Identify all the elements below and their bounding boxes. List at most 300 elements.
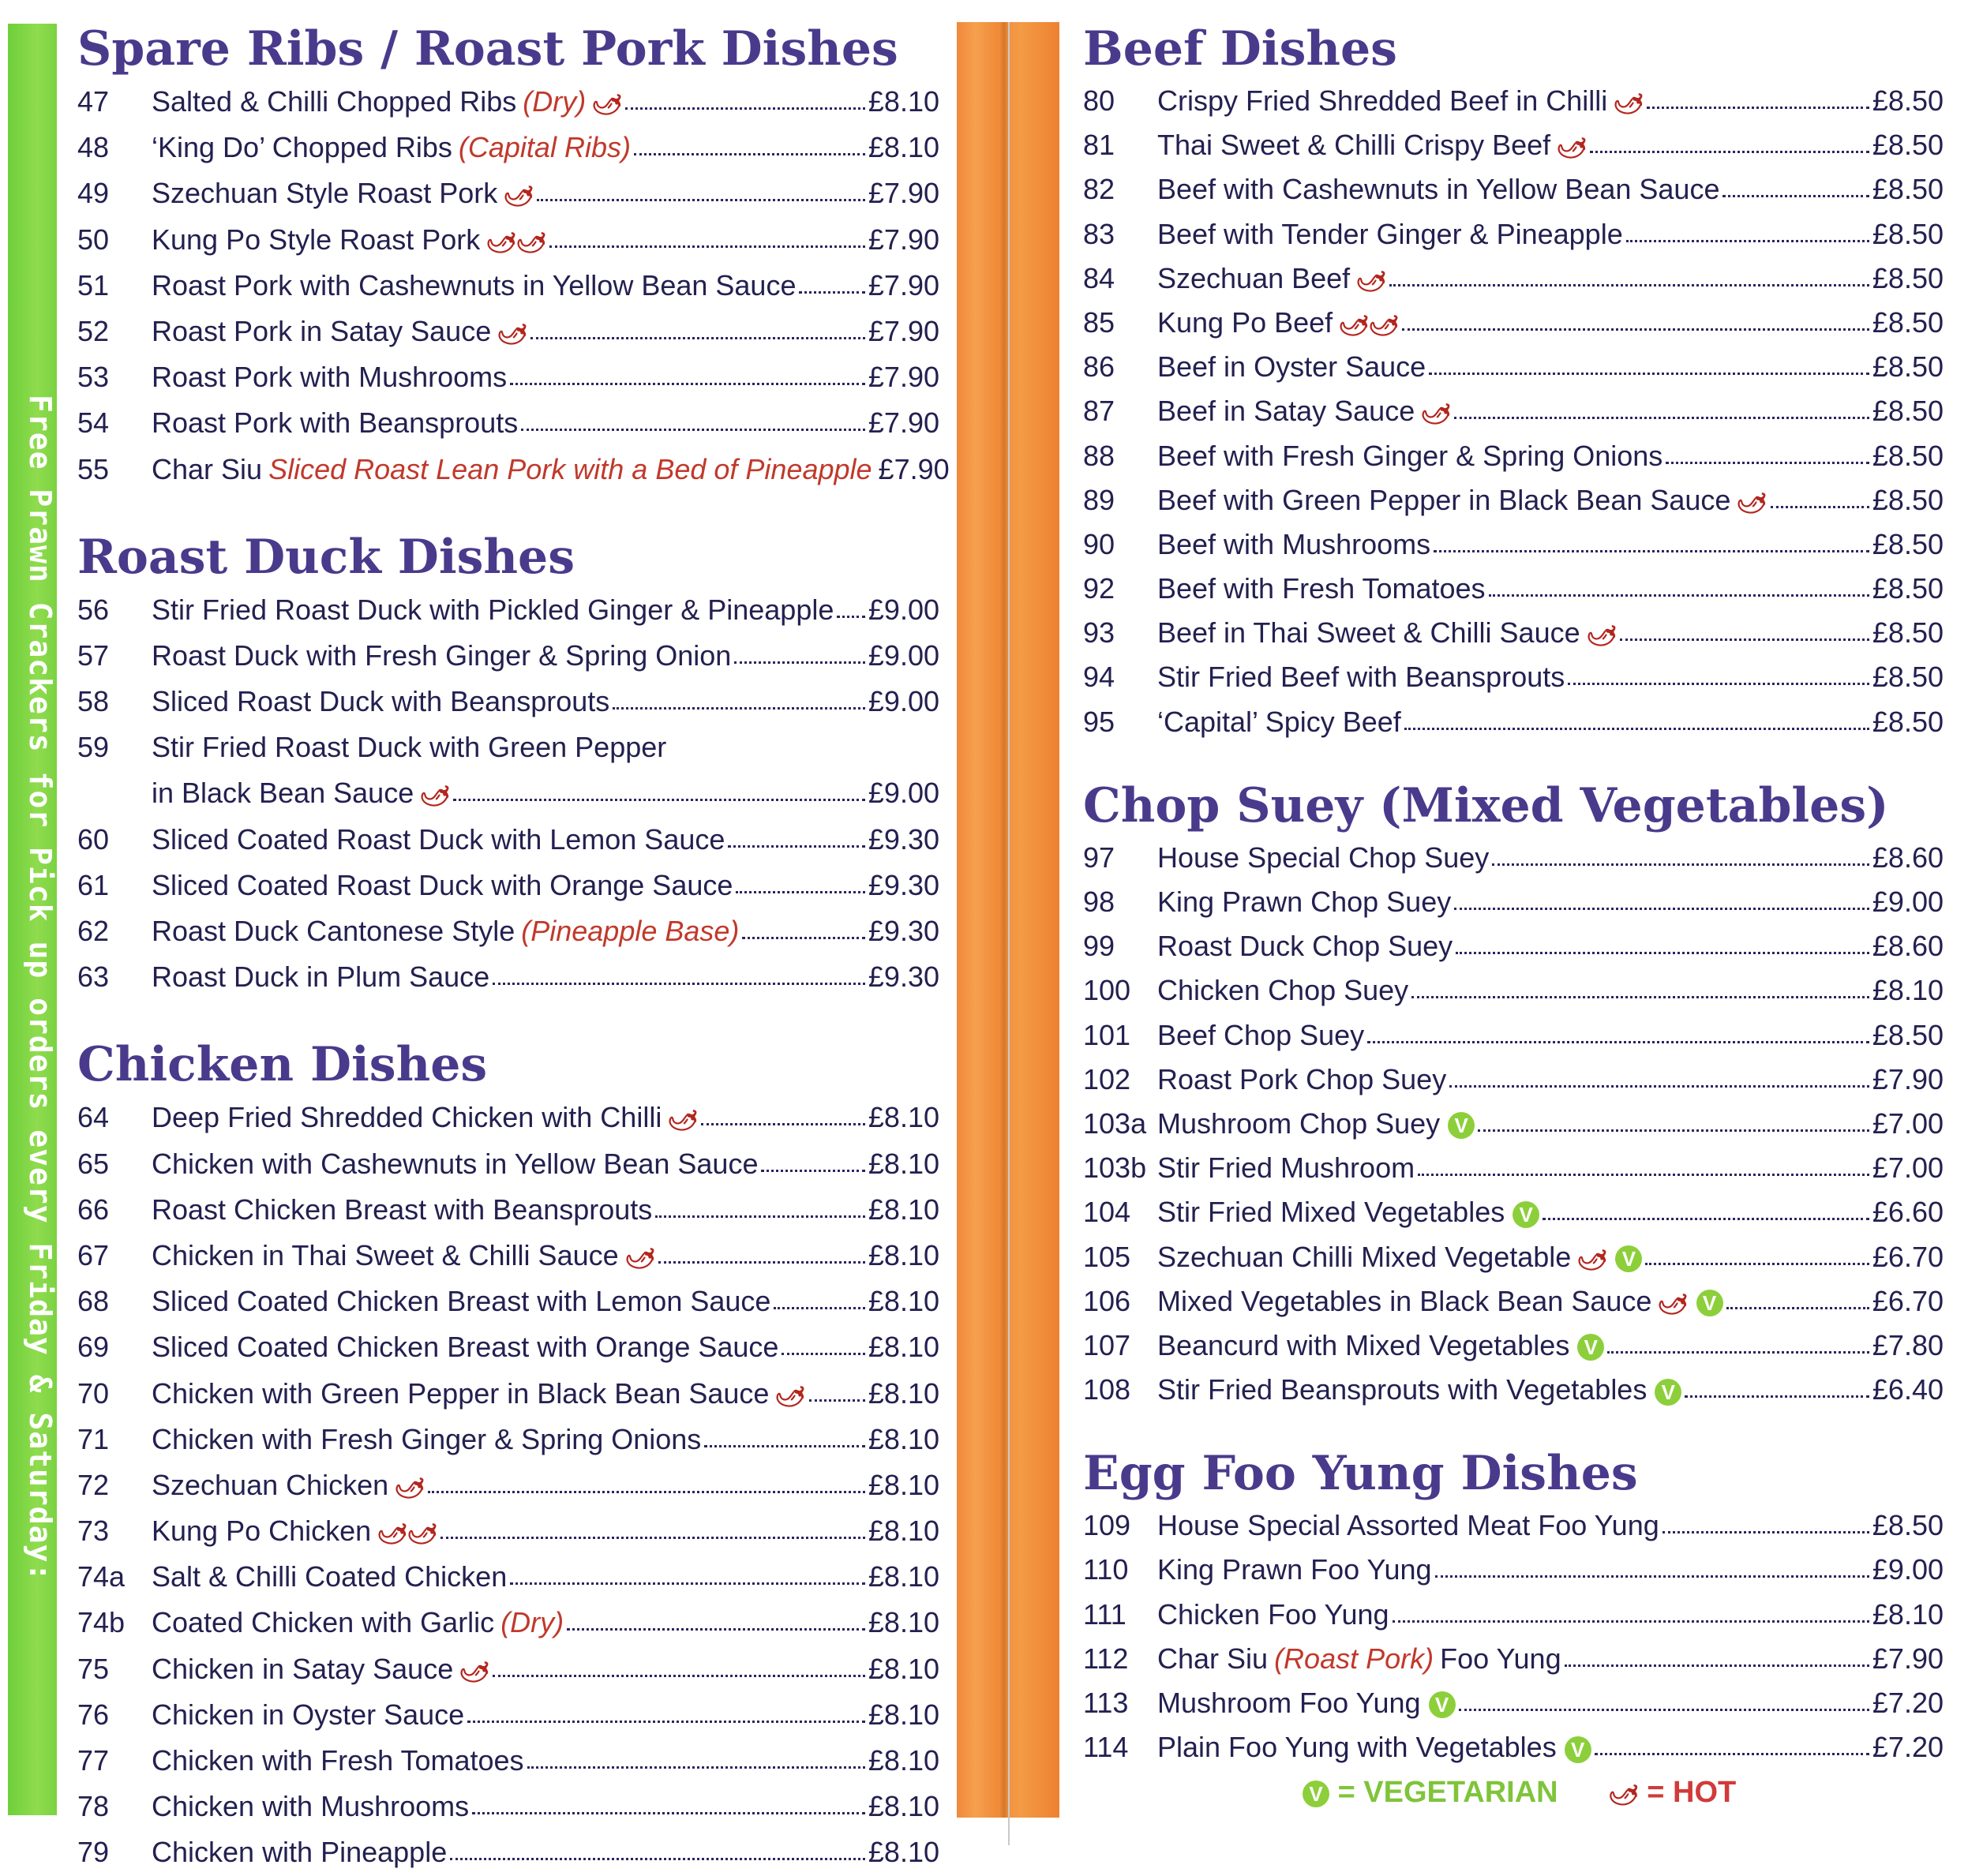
item-name-text: Sliced Coated Chicken Breast with Orange Sauce [152,1331,779,1364]
item-price: £9.30 [868,822,939,856]
menu-item[interactable] [1083,1681,1944,1725]
item-name-text: Sliced Coated Roast Duck with Lemon Sauce [152,822,725,856]
item-name [152,725,666,770]
menu-item[interactable] [77,1233,939,1279]
item-price: £8.60 [1872,841,1944,874]
menu-item[interactable] [77,1508,939,1554]
item-number: 93 [1083,616,1115,650]
dot-leader [1722,184,1869,197]
dot-leader [453,788,865,801]
item-number: 82 [1083,173,1115,206]
item-name [152,1462,429,1511]
vegetarian-v-icon: V [1696,1290,1723,1316]
item-price: £8.10 [1872,1597,1944,1631]
section-gap [1083,1412,1944,1444]
item-name-text: Roast Pork in Satay Sauce [152,314,492,347]
vegetarian-v-icon: V [1448,1112,1475,1139]
item-name-text: Chicken in Oyster Sauce [152,1698,465,1731]
chili-pepper-icon: 🌶 [1352,263,1390,298]
item-name [152,125,631,170]
dot-leader [809,1388,865,1402]
item-price: £8.10 [868,1238,939,1271]
menu-item[interactable] [1083,611,1944,655]
item-name [152,447,872,492]
item-name-text: Roast Duck Chop Suey [1157,930,1453,963]
chili-pepper-icon: 🌶 [621,1240,659,1275]
item-number: 85 [1083,305,1115,339]
item-number: 69 [77,1331,110,1364]
chili-pepper-icon: 🌶 [1365,307,1404,343]
dot-leader [472,1801,865,1814]
menu-item[interactable] [1083,123,1944,167]
dot-leader [799,280,864,294]
dot-leader [510,1571,865,1585]
menu-item[interactable] [77,725,939,770]
item-price: £8.10 [868,1652,939,1685]
dot-leader [837,605,865,618]
chili-pepper-icon: 🌶 [772,1378,810,1414]
menu-item[interactable] [77,354,939,400]
item-name [1157,212,1623,256]
item-name-text: Beef in Thai Sweet & Chilli Sauce [1157,616,1580,650]
item-price: £8.10 [868,1193,939,1226]
item-number: 76 [77,1698,110,1731]
item-number: 79 [77,1836,110,1869]
item-price: £8.10 [868,1744,939,1777]
item-number: 108 [1083,1373,1131,1406]
item-price: £6.70 [1872,1240,1944,1273]
item-name-text: ‘King Do’ Chopped Ribs [152,131,452,164]
item-name [1157,1503,1659,1548]
dot-leader [1404,717,1869,730]
item-price: £8.50 [1872,527,1944,560]
item-name [1157,655,1565,699]
menu-item[interactable] [77,1692,939,1738]
chili-pepper-icon: 🌶 [493,316,531,351]
item-name [152,170,538,219]
item-price: £8.50 [1872,217,1944,250]
item-price: £8.10 [1872,974,1944,1007]
item-price: £7.90 [868,361,939,394]
dot-leader [774,1296,864,1309]
item-name [1157,1013,1364,1058]
menu-item[interactable] [1083,434,1944,478]
item-name-text: Chicken Foo Yung [1157,1597,1389,1631]
dot-leader [701,1112,865,1125]
item-name-text: Char Siu [1157,1642,1269,1675]
item-price: £8.50 [1872,305,1944,339]
chili-pepper-icon: 🌶 [664,1102,703,1137]
item-number: 63 [77,960,110,994]
chili-pepper-icon: 🌶 [416,777,454,813]
menu-item[interactable] [1083,1548,1944,1592]
menu-column-left [77,19,950,1876]
dot-leader [1435,1564,1869,1578]
item-price: £8.50 [1872,1509,1944,1542]
menu-item[interactable] [1083,389,1944,433]
item-price: £8.10 [868,1560,939,1593]
item-name [1157,1279,1723,1326]
item-price: £8.10 [868,1698,939,1731]
item-price: £8.50 [1872,483,1944,516]
item-price: £8.10 [868,1285,939,1318]
menu-item[interactable] [77,1187,939,1233]
dot-leader [537,188,865,201]
item-price: £8.60 [1872,930,1944,963]
menu-item[interactable] [77,1371,939,1417]
dot-leader [728,834,865,848]
menu-item-continuation[interactable] [77,770,939,816]
menu-item[interactable] [1083,700,1944,744]
item-name-suffix: Foo Yung [1440,1642,1561,1675]
menu-item[interactable] [1083,1725,1944,1769]
item-name [152,309,531,357]
item-number: 100 [1083,974,1131,1007]
dot-leader [1685,1384,1869,1398]
chili-pepper-icon: 🌶 [403,1515,442,1551]
menu-item[interactable] [1083,655,1944,699]
item-price: £7.90 [868,177,939,210]
item-number: 84 [1083,261,1115,294]
menu-item[interactable] [77,1279,939,1324]
item-price: £8.50 [1872,705,1944,738]
dot-leader [530,326,865,339]
item-name [152,1784,469,1829]
item-name [1157,1146,1415,1190]
dot-leader [1367,1030,1869,1043]
section-gap [77,492,939,527]
item-name [1157,1725,1591,1769]
item-price: £8.10 [868,131,939,164]
chili-pepper-icon: 🌶 [373,1515,411,1551]
menu-item[interactable] [77,1784,939,1829]
item-price: £9.30 [868,915,939,947]
item-name-text: Chicken with Fresh Tomatoes [152,1744,524,1777]
item-name-text: Beef in Oyster Sauce [1157,350,1426,384]
chili-pepper-icon: 🌶 [588,86,626,122]
item-name-text: Beef with Tender Ginger & Pineapple [1157,217,1623,250]
item-price: £8.50 [1872,261,1944,294]
menu-item[interactable] [1083,880,1944,924]
item-name [1157,836,1489,880]
menu-item[interactable] [77,263,939,309]
menu-column-right [1083,19,1944,1769]
dot-leader [1449,1074,1869,1088]
dot-leader [734,650,865,664]
item-name-text: Stir Fried Mushroom [1157,1151,1415,1185]
item-name [1157,1368,1681,1412]
item-name [152,633,731,679]
dot-leader [1456,941,1869,954]
item-price: £6.40 [1872,1373,1944,1406]
item-name [1157,567,1486,611]
item-number: 78 [77,1790,110,1823]
item-note: (Pineapple Base) [521,915,740,947]
menu-item[interactable] [77,217,939,263]
item-number: 66 [77,1193,110,1226]
item-name-text: Szechuan Style Roast Pork [152,177,498,210]
menu-item[interactable] [77,1462,939,1508]
item-number: 113 [1083,1687,1129,1719]
item-number: 103b [1083,1151,1147,1185]
dot-leader [428,1480,865,1493]
dot-leader [1393,1609,1869,1623]
item-name [1157,1548,1432,1592]
item-price: £9.00 [868,777,939,810]
menu-item[interactable] [1083,1503,1944,1548]
item-note: (Roast Pork) [1274,1642,1434,1675]
menu-item[interactable] [77,863,939,908]
item-price: £9.00 [1872,886,1944,918]
item-name [1157,1637,1561,1681]
item-note: Sliced Roast Lean Pork with a Bed of Pineapple [268,452,872,485]
item-price: £8.50 [1872,129,1944,162]
menu-item[interactable] [77,1141,939,1187]
item-name [1157,1593,1389,1637]
item-name [152,1508,442,1556]
menu-item[interactable] [77,1829,939,1875]
item-number: 56 [77,593,110,626]
item-name-text: Beancurd with Mixed Vegetables [1157,1328,1570,1361]
dot-leader [782,1342,864,1355]
item-number: 74a [77,1560,126,1593]
menu-item[interactable] [77,908,939,954]
dot-leader [1771,495,1869,508]
item-price: £8.50 [1872,572,1944,605]
menu-item[interactable] [1083,1013,1944,1058]
menu-item[interactable] [1083,1593,1944,1637]
item-name-text: in Black Bean Sauce [152,777,414,810]
item-name-text: Chicken with Mushrooms [152,1790,470,1823]
item-number: 62 [77,915,110,947]
menu-item[interactable] [77,587,939,633]
menu-item[interactable] [1083,212,1944,256]
menu-item[interactable] [1083,1637,1944,1681]
vegetarian-v-icon: V [1513,1201,1539,1228]
item-name-text: Char Siu [152,452,263,485]
chili-pepper-icon: 🌶 [1417,395,1455,431]
dot-leader [655,1204,865,1218]
item-number: 106 [1083,1284,1131,1317]
menu-item[interactable] [1083,1235,1944,1279]
dot-leader [440,1526,865,1539]
item-name [152,1371,810,1419]
legend-hot [1603,1776,1737,1810]
item-number: 64 [77,1101,110,1134]
item-name-text: Stir Fried Roast Duck with Pickled Ginger & Pineapple [152,593,834,626]
menu-item[interactable] [1083,1368,1944,1412]
item-number: 97 [1083,841,1115,874]
menu-item[interactable] [1083,836,1944,880]
dot-leader [613,696,865,710]
item-number: 58 [77,685,110,718]
item-price: £8.50 [1872,616,1944,650]
item-number: 70 [77,1376,110,1410]
menu-item[interactable] [77,1646,939,1692]
dot-leader [493,972,865,985]
dot-leader [1402,317,1869,331]
item-name-text: House Special Assorted Meat Foo Yung [1157,1509,1659,1542]
item-name [1157,301,1404,347]
item-name-text: King Prawn Foo Yung [1157,1553,1432,1586]
menu-item[interactable] [77,309,939,354]
menu-item[interactable] [1083,968,1944,1013]
chili-pepper-icon: 🌶 [391,1470,429,1505]
item-number: 89 [1083,483,1115,516]
section-title: Egg Foo Yung Dishes [1083,1446,1638,1502]
dot-leader [1662,1520,1869,1533]
menu-item[interactable] [1083,256,1944,301]
vegetarian-v-icon: V [1615,1245,1642,1272]
menu-item[interactable] [77,817,939,863]
item-price: £8.10 [868,1331,939,1364]
menu-item[interactable] [77,125,939,170]
promo-side-strip [8,24,57,1815]
item-name-text: Stir Fried Mixed Vegetables [1157,1196,1505,1229]
item-name-text: Chicken with Cashewnuts in Yellow Bean Sauce [152,1147,759,1180]
dot-leader [1434,539,1869,552]
menu-item[interactable] [1083,1279,1944,1324]
menu-item[interactable] [1083,345,1944,389]
item-name [1157,1190,1539,1234]
dot-leader [1389,273,1869,286]
item-price: £8.10 [868,1468,939,1501]
item-price: £8.10 [868,1422,939,1455]
item-name-text: Sliced Coated Roast Duck with Orange Sauce [152,868,733,901]
legend-hot-label: = HOT [1647,1776,1737,1809]
item-number: 80 [1083,84,1115,117]
menu-item[interactable] [1083,1058,1944,1102]
menu-item[interactable] [77,954,939,1000]
section-gap [77,1000,939,1035]
item-note: (Dry) [523,85,587,118]
item-name [152,679,609,725]
menu-item[interactable] [1083,924,1944,968]
chili-pepper-icon: 🌶 [1655,1286,1692,1321]
dot-leader [1454,897,1869,910]
item-name [1157,478,1771,525]
item-price: £8.50 [1872,395,1944,428]
item-number: 98 [1083,886,1115,918]
menu-item[interactable] [77,1324,939,1370]
section-title: Chicken Dishes [77,1037,488,1093]
menu-item[interactable] [1083,478,1944,522]
menu-item[interactable] [77,400,939,446]
item-price: £7.20 [1872,1687,1944,1719]
item-name-text: Deep Fried Shredded Chicken with Chilli [152,1101,662,1134]
item-price: £7.90 [878,452,950,485]
item-price: £8.50 [1872,661,1944,694]
dot-leader [450,1847,865,1860]
menu-item[interactable] [1083,1102,1944,1146]
item-name-text: Sliced Coated Chicken Breast with Lemon Sauce [152,1285,771,1318]
dot-leader [1620,627,1869,641]
item-name-text: Szechuan Chilli Mixed Vegetable [1157,1240,1572,1273]
dot-leader [1543,1207,1869,1220]
dot-leader [625,96,865,110]
menu-item[interactable] [77,1417,939,1462]
menu-item[interactable] [1083,522,1944,567]
item-name-text: Kung Po Chicken [152,1515,372,1548]
item-number: 51 [77,268,110,301]
menu-item[interactable] [77,79,939,125]
item-price: £7.00 [1872,1107,1944,1140]
menu-item[interactable] [77,1600,939,1646]
dot-leader [742,926,865,939]
item-price: £9.00 [1872,1553,1944,1586]
item-name-text: Chicken Chop Suey [1157,974,1409,1007]
item-number: 77 [77,1744,110,1777]
item-name [152,817,725,863]
item-name-text: Kung Po Beef [1157,305,1333,339]
item-number: 107 [1083,1328,1131,1361]
item-number: 112 [1083,1642,1129,1675]
item-name-text: Roast Duck in Plum Sauce [152,960,490,994]
item-name-text: Beef with Fresh Ginger & Spring Onions [1157,439,1663,472]
dot-leader [761,1159,864,1172]
item-name-text: Roast Pork with Cashewnuts in Yellow Bean Sauce [152,268,797,301]
item-number: 83 [1083,217,1115,250]
dot-leader [1489,583,1869,597]
menu-item[interactable] [77,170,939,216]
menu-item[interactable] [1083,1190,1944,1234]
chili-pepper-icon: 🌶 [512,224,551,260]
menu-item[interactable] [1083,1324,1944,1368]
menu-item[interactable] [1083,1146,1944,1190]
item-name-text: Roast Duck Cantonese Style [152,915,515,947]
item-price: £8.10 [868,1515,939,1548]
dot-leader [1478,1118,1869,1132]
menu-item[interactable] [77,679,939,725]
item-number: 88 [1083,439,1115,472]
item-number: 87 [1083,395,1115,428]
menu-item[interactable] [77,1738,939,1784]
item-number: 95 [1083,705,1115,738]
item-number: 81 [1083,129,1115,162]
item-name [152,1324,778,1370]
item-price: £7.90 [868,314,939,347]
item-number: 73 [77,1515,110,1548]
item-name-text: Stir Fried Beef with Beansprouts [1157,661,1565,694]
menu-item[interactable] [1083,301,1944,345]
item-name-text: Roast Duck with Fresh Ginger & Spring Onion [152,638,732,672]
item-name [152,863,733,908]
section-title: Beef Dishes [1083,21,1397,77]
item-note: (Capital Ribs) [458,131,631,164]
item-name [1157,167,1719,212]
item-name [1157,1058,1446,1102]
item-number: 57 [77,638,110,672]
menu-item[interactable] [1083,79,1944,123]
item-name-text: Mushroom Chop Suey [1157,1107,1441,1140]
menu-item[interactable] [77,447,950,492]
item-number: 86 [1083,350,1115,384]
item-name [152,1141,758,1187]
section-title: Roast Duck Dishes [77,529,575,585]
item-price: £9.30 [868,868,939,901]
item-name-text: Chicken in Satay Sauce [152,1652,454,1685]
chili-pepper-icon: 🌶 [482,224,520,260]
item-price: £9.00 [868,593,939,626]
dot-leader [1492,852,1869,866]
menu-item[interactable] [1083,167,1944,212]
menu-item[interactable] [77,1095,939,1140]
item-name [1157,256,1390,303]
item-name-text: Crispy Fried Shredded Beef in Chilli [1157,84,1608,117]
menu-item[interactable] [1083,567,1944,611]
menu-item[interactable] [77,1554,939,1600]
menu-item[interactable] [77,633,939,679]
